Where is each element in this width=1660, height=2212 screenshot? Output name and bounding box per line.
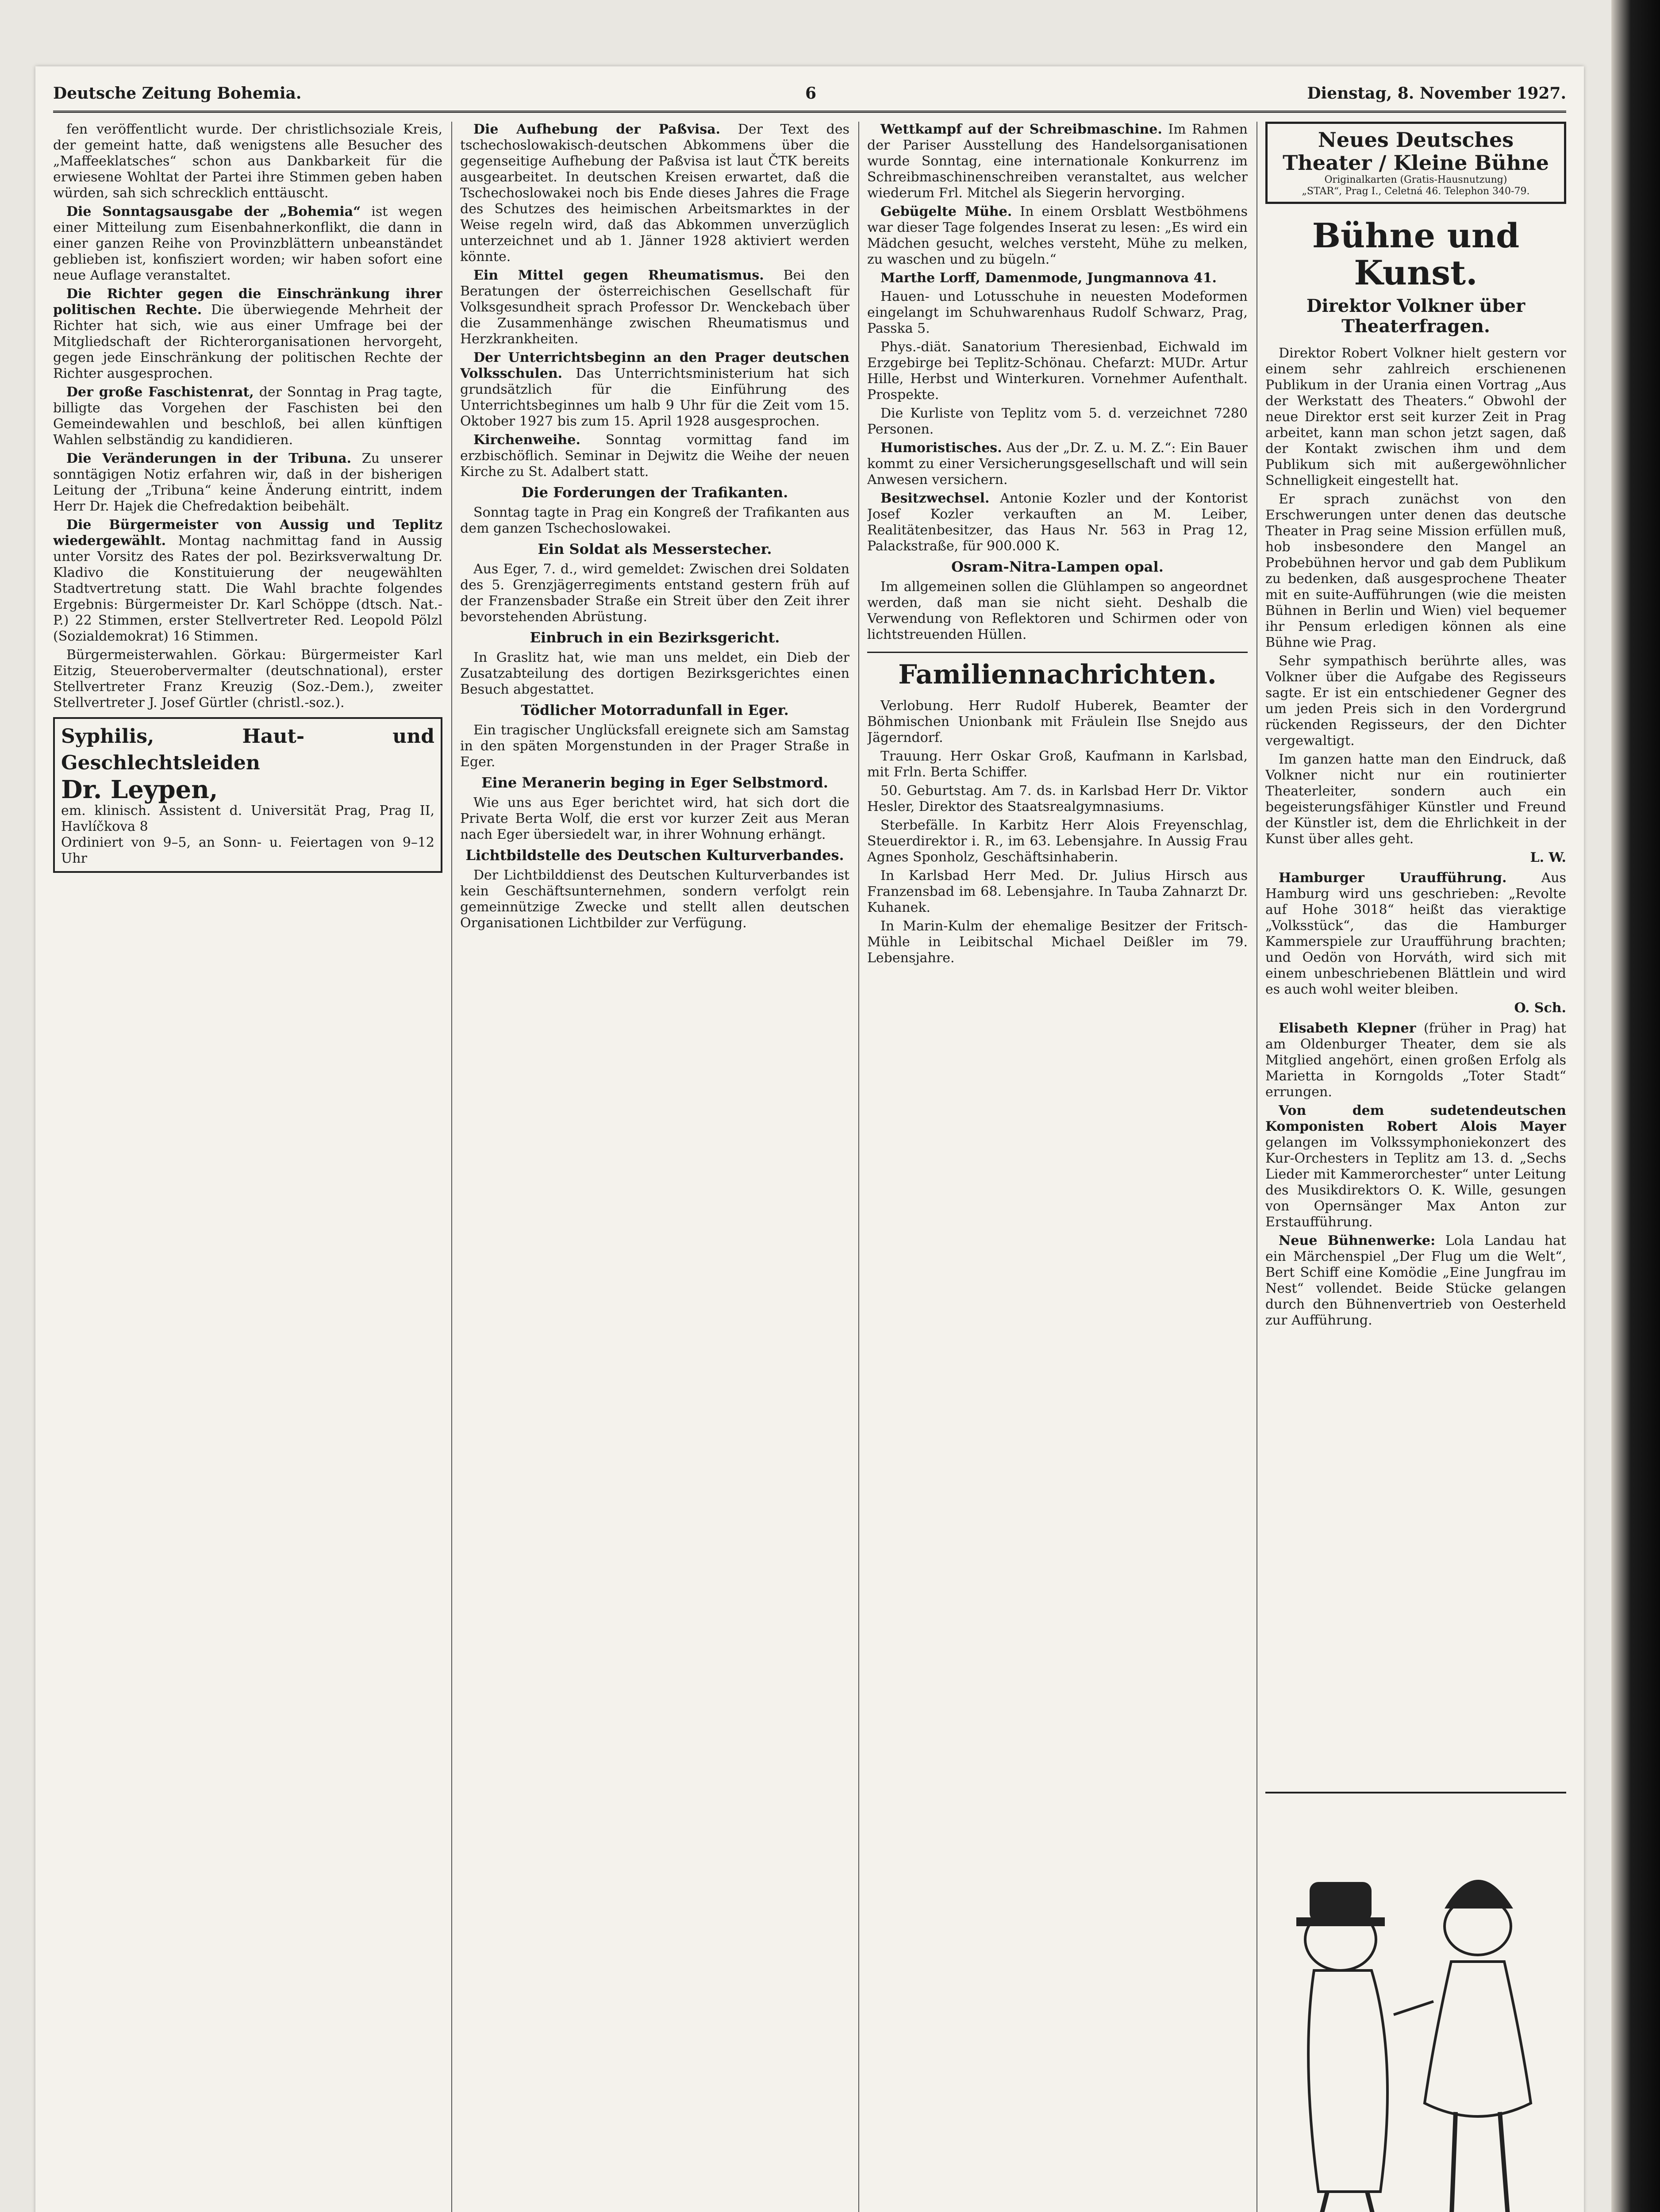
section-heading: Lichtbildstelle des Deutschen Kulturverbandes. (465, 847, 844, 864)
scan-border (1611, 0, 1660, 2212)
theatre-advertisement (1265, 122, 1566, 204)
article-text: Aus der „Dr. Z. u. M. Z.“: Ein Bauer kommt zu einer Versicherungsgesellschaft und will sein Anwesen versichern. (867, 440, 1248, 488)
section-subtitle: Direktor Volkner über Theaterfragen. (1306, 296, 1526, 337)
article (460, 122, 849, 265)
page-number: 6 (805, 84, 817, 103)
article (867, 204, 1248, 268)
ad-title: Syphilis, Haut- und Geschlechtsleiden (61, 725, 434, 774)
article-text: Ein tragischer Unglücksfall ereignete sich am Samstag in den späten Morgenstunden in der Prager Straße in Eger. (460, 722, 849, 770)
article-text: Sehr sympathisch berührte alles, was Volkner über die Aufgabe des Regisseurs sagte. Er ist ein entschiedener Gegner des um jeden Preis sich in den Vordergrund rückenden Regisseurs, der den Dichter vergewaltigt. (1265, 653, 1566, 749)
column-4 (1265, 122, 1566, 1785)
article (460, 432, 849, 480)
section-heading: Osram-Nitra-Lampen opal. (951, 558, 1164, 575)
advertisement-line: Marthe Lorff, Damenmode, Jungmannova 41. (880, 270, 1217, 286)
article (53, 286, 442, 382)
family-news-title: Familiennachrichten. (867, 652, 1248, 689)
article-text: Zu unserer sonntägigen Notiz erfahren wir, daß in der bisherigen Leitung der „Tribuna“ keine Änderung eintritt, indem Herr Dr. Hajek die Chefredaktion beibehält. (53, 451, 442, 514)
article-text: fen veröffentlicht wurde. Der christlichsoziale Kreis, der gemeint hatte, daß wenigstens alle Besucher des „Maffeeklatsches“ schon aus Dankbarkeit für die erwiesene Wohltat der Partei ihre Stimmen geben haben würden, sah sich schrecklich enttäuscht. (53, 122, 442, 201)
article-text: Im ganzen hatte man den Eindruck, daß Volkner nicht nur ein routinierter Theaterleiter, sondern auch ein begeisterungsfähiger Künstler und Freund der Künstler ist, dem die Ehrlichkeit in der Kunst über alles geht. (1265, 752, 1566, 847)
article-text: Direktor Robert Volkner hielt gestern vor einem sehr zahlreich erschienenen Publikum in der Urania einen Vortrag „Aus der Werkstatt des Theaters.“ Obwohl der neue Direktor erst seit kurzer Zeit in Prag arbeitet, kann man schon jetzt sagen, daß der Kontakt zwischen ihm und dem Publikum sich mit außergewöhnlicher Schnelligkeit eingestellt hat. (1265, 346, 1566, 488)
section-heading: Eine Meranerin beging in Eger Selbstmord. (481, 774, 828, 791)
ad-name: Dr. Leypen, (61, 775, 218, 804)
article-heading: Die Veränderungen in der Tribuna. (66, 451, 352, 466)
article-text: Die überwiegende Mehrheit der Richter hat sich, wie aus einer Umfrage bei der Mitgliedschaft der Richterorganisationen hervorgeht, gegen jede Einschränkung der politischen Rechte der Richter ausgesprochen. (53, 302, 442, 381)
article (867, 440, 1248, 488)
article-heading: Gebügelte Mühe. (880, 204, 1012, 219)
cartoon-illustration (1265, 1792, 1566, 2212)
article (460, 350, 849, 430)
article-text: der Sonntag in Prag tagte, billigte das Vorgehen der Faschisten bei den Gemeindewahlen und beschloß, bei allen künftigen Wahlen selbständig zu kandidieren. (53, 384, 442, 448)
article-heading: Hamburger Uraufführung. (1279, 870, 1507, 886)
family-news-item: Sterbefälle. In Karbitz Herr Alois Freyenschlag, Steuerdirektor i. R., im 63. Lebensjahre. In Aussig Frau Agnes Sponholz, Geschäftsinhaberin. (867, 818, 1248, 865)
article-text: ist wegen einer Mitteilung zum Eisenbahnerkonflikt, die dann in einer ganzen Reihe von Provinzblättern unbeanständet geblieben ist, konfisziert worden; wir haben sofort eine neue Auflage veranstaltet. (53, 204, 442, 283)
column-3 (867, 122, 1248, 2212)
article-text: Sonntag tagte in Prag ein Kongreß der Trafikanten aus dem ganzen Tschechoslowakei. (460, 505, 849, 536)
article-heading: Ein Mittel gegen Rheumatismus. (473, 268, 764, 283)
article-heading: Der große Faschistenrat, (66, 384, 254, 400)
newspaper-page (35, 66, 1584, 2212)
family-news-item: Trauung. Herr Oskar Groß, Kaufmann in Karlsbad, mit Frln. Berta Schiffer. (867, 749, 1248, 780)
article (460, 268, 849, 347)
column-rule (858, 122, 859, 2212)
article-text: Montag nachmittag fand in Aussig unter Vorsitz des Rates der pol. Bezirksverwaltung Dr. Kladivo die Konstituierung der neugewählten Stadtvertretung statt. Die Wahl brachte folgendes Ergebnis: Bürgermeister Dr. Karl Schöppe (dtsch. Nat.-P.) 22 Stimmen, erster Stellvertreter Red. Leopold Pölzl (Sozialdemokrat) 16 Stimmen. (53, 533, 442, 644)
article-heading: Elisabeth Klepner (1279, 1021, 1416, 1036)
article-heading: Besitzwechsel. (880, 491, 990, 506)
author-signature: L. W. (1530, 850, 1566, 865)
ad-detail: em. klinisch. Assistent d. Universität Prag, Prag II, Havlíčkova 8 (61, 803, 434, 834)
section-heading: Ein Soldat als Messerstecher. (538, 541, 772, 557)
article (53, 384, 442, 448)
family-news-item: Verlobung. Herr Rudolf Huberek, Beamter der Böhmischen Unionbank mit Fräulein Ilse Snejdo aus Jägerndorf. (867, 698, 1248, 745)
article-text: Aus Hamburg wird uns geschrieben: „Revolte auf Hohe 3018“ heißt das vieraktige „Volksstück“, das die Hamburger Kammerspiele zur Uraufführung brachten; und Oedön von Horváth, wird sich mit einem unbeschriebenen Blättlein und wird es auch wohl weiter bleiben. (1265, 870, 1566, 997)
theatre-name: Neues Deutsches Theater / Kleine Bühne (1283, 128, 1549, 175)
advertisement-line: Hauen- und Lotusschuhe in neuesten Modeformen eingelangt im Schuhwarenhaus Rudolf Schwarz, Prag, Passka 5. (867, 289, 1248, 336)
article (53, 451, 442, 515)
article-text: Aus Eger, 7. d., wird gemeldet: Zwischen drei Soldaten des 5. Grenzjägerregiments entstand gestern früh auf der Franzensbader Straße ein Streit über den Zeit ihrer bevorstehenden Abrüstung. (460, 561, 849, 625)
family-news-item: In Karlsbad Herr Med. Dr. Julius Hirsch aus Franzensbad im 68. Lebensjahre. In Tauba Zahnarzt Dr. Kuhanek. (867, 868, 1248, 915)
article (53, 204, 442, 284)
article-text: Im allgemeinen sollen die Glühlampen so angeordnet werden, daß man sie nicht sieht. Deshalb die Verwendung von Reflektoren und Schirmen oder von lichtstreuenden Hüllen. (867, 579, 1248, 642)
article (53, 517, 442, 645)
section-title: Bühne und Kunst. (1312, 216, 1520, 292)
cartoon-drawing (1265, 1793, 1566, 2212)
author-signature: O. Sch. (1514, 1000, 1566, 1016)
article-heading: Wettkampf auf der Schreibmaschine. (880, 122, 1162, 137)
column-2 (460, 122, 849, 2212)
article-heading: Von dem sudetendeutschen Komponisten Robert Alois Mayer (1265, 1103, 1566, 1134)
article (867, 491, 1248, 554)
article-heading: Neue Bühnenwerke: (1279, 1233, 1436, 1248)
article-heading: Der Unterrichtsbeginn an den Prager deutschen Volksschulen. (460, 350, 849, 381)
article-text: gelangen im Volkssymphoniekonzert des Kur-Orchesters in Teplitz am 13. d. „Sechs Lieder mit Kammerorchester“ unter Leitung des Musikdirektors O. K. Wille, gesungen von Opernsänger Max Anton zur Erstaufführung. (1265, 1135, 1566, 1230)
article-text: In Graslitz hat, wie man uns meldet, ein Dieb der Zusatzabteilung des dortigen Bezirksgerichtes einen Besuch abgestattet. (460, 650, 849, 697)
theatre-sub: Originalkarten (Gratis-Hausnutzung) (1324, 174, 1507, 185)
article-heading: Die Aufhebung der Paßvisa. (473, 122, 721, 137)
column-1 (53, 122, 442, 2212)
article-text: (früher in Prag) hat am Oldenburger Theater, dem sie als Mitglied angehört, einen großen Erfolg als Marietta in Korngolds „Toter Stadt“ errungen. (1265, 1021, 1566, 1100)
article-text: Er sprach zunächst von den Erschwerungen unter denen das deutsche Theater in Prag seine Mission erfüllen muß, hob insbesondere den Mangel an Probebühnen hervor und gab dem Publikum zu bedenken, daß ausgesprochene Theater mit en suite-Aufführungen (wie die meisten Bühnen in Berlin und Wien) viel bequemer ihr Pensum erledigen können als eine Bühne wie Prag. (1265, 492, 1566, 650)
article-text: Wie uns aus Eger berichtet wird, hat sich dort die Private Berta Wolf, die erst vor kurzer Zeit aus Meran nach Eger übersiedelt war, in ihrer Wohnung erhängt. (460, 795, 849, 842)
theatre-address: „STAR“, Prag I., Celetná 46. Telephon 340-79. (1302, 186, 1530, 197)
page-header (53, 84, 1566, 113)
section-heading: Tödlicher Motorradunfall in Eger. (521, 702, 789, 718)
article-heading: Die Richter gegen die Einschränkung ihrer politischen Rechte. (53, 286, 442, 318)
issue-date: Dienstag, 8. November 1927. (1307, 84, 1566, 103)
article (1265, 1021, 1566, 1100)
article-text: Der Text des tschechoslowakisch-deutschen Abkommens über die gegenseitige Aufhebung der Paßvisa ist laut ČTK bereits ausgearbeitet. In deutschen Kreisen erwartet, daß die Tschechoslowakei noch bis Ende dieses Jahres die Frage des Schutzes des heimischen Arbeitsmarktes in der Weise regeln wird, daß das Abkommen unverzüglich unterzeichnet und ab 1. Jänner 1928 aktiviert werden könnte. (460, 122, 849, 265)
article (1265, 1103, 1566, 1230)
section-heading: Die Forderungen der Trafikanten. (521, 484, 788, 501)
column-rule (451, 122, 452, 2212)
article-text: Lola Landau hat ein Märchenspiel „Der Flug um die Welt“, Bert Schiff eine Komödie „Eine Jungfrau im Nest“ vollendet. Beide Stücke gelangen durch den Bühnenvertrieb von Oesterheld zur Aufführung. (1265, 1233, 1566, 1328)
article-text: Im Rahmen der Pariser Ausstellung des Handelsorganisationen wurde Sonntag, eine internationale Konkurrenz im Schreibmaschinenschreiben veranstaltet, aus welcher wiederum Frl. Mitchel als Siegerin hervorging. (867, 122, 1248, 201)
ad-hours: Ordiniert von 9–5, an Sonn- u. Feiertagen von 9–12 Uhr (61, 835, 434, 866)
article-text: Die Kurliste von Teplitz vom 5. d. verzeichnet 7280 Personen. (867, 406, 1248, 437)
article (1265, 870, 1566, 998)
article-heading: Kirchenweihe. (473, 432, 580, 448)
article (867, 122, 1248, 201)
article-text: Bei den Beratungen der österreichischen Gesellschaft für Volksgesundheit sprach Professor Dr. Wenckebach über die Zusammenhänge zwischen Rheumatismus und Herzkrankheiten. (460, 268, 849, 347)
advertisement-sanatorium: Phys.-diät. Sanatorium Theresienbad, Eichwald im Erzgebirge bei Teplitz-Schönau. Chefarzt: MUDr. Artur Hille, Herbst und Winterkuren. Vornehmer Aufenthalt. Prospekte. (867, 339, 1248, 403)
article-text: Das Unterrichtsministerium hat sich grundsätzlich für die Einführung des Unterrichtsbeginnes um halb 9 Uhr für die Zeit vom 15. Oktober 1927 bis zum 15. April 1928 ausgesprochen. (460, 366, 849, 429)
article-heading: Humoristisches. (880, 440, 1002, 456)
article-text: Antonie Kozler und der Kontorist Josef Kozler verkauften an M. Leiber, Realitätenbesitzer, das Haus Nr. 563 in Prag 12, Palackstraße, für 900.000 K. (867, 491, 1248, 554)
article-text: Der Lichtbilddienst des Deutschen Kulturverbandes ist kein Geschäftsunternehmen, sondern verfolgt rein gemeinnützige Zwecke und stellt allen deutschen Organisationen Lichtbilder zur Verfügung. (460, 868, 849, 931)
family-news-item: In Marin-Kulm der ehemalige Besitzer der Fritsch-Mühle in Leibitschal Michael Deißler im 79. Lebensjahre. (867, 918, 1248, 966)
advertisement-leypen (53, 717, 442, 873)
article-text: Sonntag vormittag fand im erzbischöflich. Seminar in Dejwitz die Weihe der neuen Kirche zu St. Adalbert statt. (460, 432, 849, 480)
paper-title: Deutsche Zeitung Bohemia. (53, 84, 302, 103)
article-heading: Die Bürgermeister von Aussig und Teplitz wiedergewählt. (53, 517, 442, 549)
article (1265, 1233, 1566, 1329)
section-heading: Einbruch in ein Bezirksgericht. (530, 629, 780, 646)
article-heading: Die Sonntagsausgabe der „Bohemia“ (66, 204, 361, 219)
article-text: In einem Orsblatt Westböhmens war dieser Tage folgendes Inserat zu lesen: „Es wird ein Mädchen gesucht, welches versteht, Mühe zu melken, zu waschen und zu bügeln.“ (867, 204, 1248, 267)
article-text: Bürgermeisterwahlen. Görkau: Bürgermeister Karl Eitzig, Steuerobervermalter (deutschnational), erster Stellvertreter Franz Kreuzig (Soz.-Dem.), zweiter Stellvertreter J. Josef Gürtler (christl.-soz.). (53, 647, 442, 710)
family-news-item: 50. Geburtstag. Am 7. ds. in Karlsbad Herr Dr. Viktor Hesler, Direktor des Staatsrealgymnasiums. (867, 783, 1248, 814)
